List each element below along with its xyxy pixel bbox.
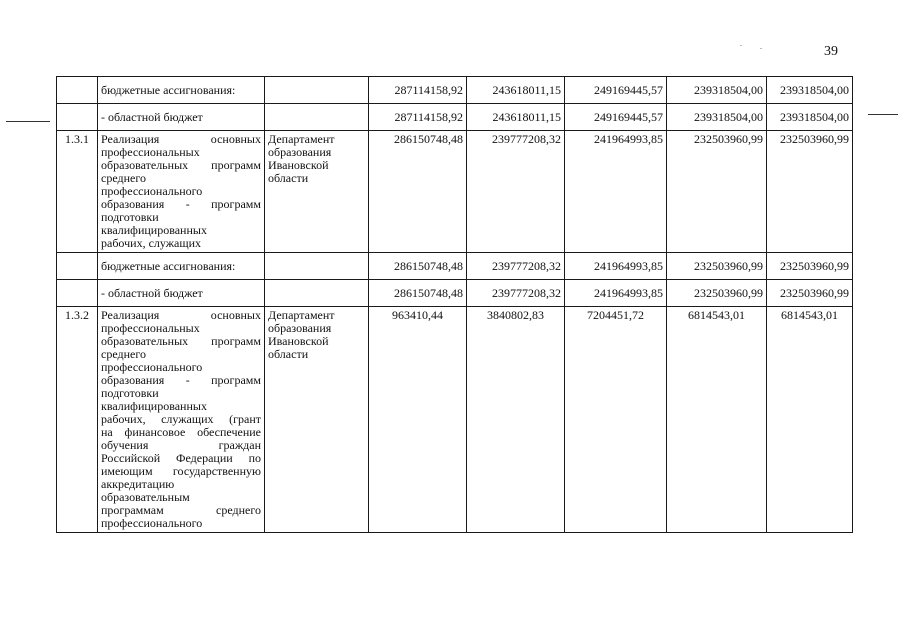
department-cell (265, 307, 369, 533)
description-line: на финансовое обеспечение (101, 425, 261, 439)
amount-cell-year-5: 232503960,99 (767, 253, 853, 280)
amount-cell-year-3: 241964993,85 (565, 131, 667, 253)
department-line: Ивановской (268, 158, 329, 172)
amount-cell-year-2: 239777208,32 (467, 280, 565, 307)
page-number: 39 (824, 44, 838, 59)
description-line: образовательных программ (101, 158, 261, 172)
department-line: образования (268, 321, 332, 335)
amount-cell-year-5: 239318504,00 (767, 104, 853, 131)
description-line: квалифицированных (101, 223, 207, 237)
description-line: образования - программ (101, 373, 261, 387)
amount-cell-year-3: 241964993,85 (565, 280, 667, 307)
amount-cell-year-4: 239318504,00 (667, 77, 767, 104)
left-margin-mark (6, 121, 50, 122)
description-line: подготовки (101, 386, 159, 400)
department-cell (265, 131, 369, 253)
row-code-cell (57, 104, 98, 131)
description-line: рабочих, служащих (грант (101, 412, 261, 426)
summary-label-cell: бюджетные ассигнования: (98, 77, 265, 104)
department-line: Департамент (268, 308, 335, 322)
amount-cell-year-4: 232503960,99 (667, 280, 767, 307)
description-line: Российской Федерации по (101, 451, 261, 465)
department-line: Ивановской (268, 334, 329, 348)
summary-row (57, 104, 853, 131)
description-line: подготовки (101, 210, 159, 224)
row-code-cell (57, 280, 98, 307)
program-row (57, 131, 853, 253)
amount-cell-year-4: 239318504,00 (667, 104, 767, 131)
amount-cell-year-4: 232503960,99 (667, 131, 767, 253)
amount-cell-year-2: 239777208,32 (467, 253, 565, 280)
right-margin-mark (868, 114, 898, 115)
amount-cell-year-3: 249169445,57 (565, 77, 667, 104)
description-line: образовательным (101, 490, 190, 504)
description-line: обучения граждан (101, 438, 261, 452)
amount-cell-year-2: 243618011,15 (467, 104, 565, 131)
department-line: области (268, 171, 309, 185)
amount-cell-year-1: 963410,44 (369, 307, 467, 533)
description-line: профессионального (101, 184, 203, 198)
row-code-cell: 1.3.2 (57, 307, 98, 533)
amount-cell-year-3: 241964993,85 (565, 253, 667, 280)
amount-cell-year-5: 239318504,00 (767, 77, 853, 104)
amount-cell-year-2: 243618011,15 (467, 77, 565, 104)
department-line: образования (268, 145, 332, 159)
department-line: Департамент (268, 132, 335, 146)
program-description-cell (98, 131, 265, 253)
amount-cell-year-1: 287114158,92 (369, 104, 467, 131)
description-line: программам среднего (101, 503, 261, 517)
department-cell (265, 253, 369, 280)
description-line: профессионального (101, 516, 203, 530)
description-line: рабочих, служащих (101, 236, 202, 250)
summary-row (57, 280, 853, 307)
amount-cell-year-2: 3840802,83 (467, 307, 565, 533)
description-line: профессиональных (101, 321, 200, 335)
summary-label-cell: бюджетные ассигнования: (98, 253, 265, 280)
program-description-cell (98, 307, 265, 533)
description-line: имеющим государственную (101, 464, 261, 478)
amount-cell-year-4: 6814543,01 (667, 307, 767, 533)
amount-cell-year-5: 232503960,99 (767, 280, 853, 307)
amount-cell-year-4: 232503960,99 (667, 253, 767, 280)
row-code-cell: 1.3.1 (57, 131, 98, 253)
amount-cell-year-3: 7204451,72 (565, 307, 667, 533)
amount-cell-year-1: 286150748,48 (369, 253, 467, 280)
description-line: Реализация основных (101, 308, 261, 322)
scan-speck (740, 45, 742, 46)
amount-cell-year-1: 286150748,48 (369, 131, 467, 253)
summary-label-cell: - областной бюджет (98, 280, 265, 307)
amount-cell-year-2: 239777208,32 (467, 131, 565, 253)
summary-label-cell: - областной бюджет (98, 104, 265, 131)
row-code-cell (57, 77, 98, 104)
description-line: профессионального (101, 360, 203, 374)
program-row (57, 307, 853, 533)
amount-cell-year-5: 6814543,01 (767, 307, 853, 533)
description-line: квалифицированных (101, 399, 207, 413)
description-line: образовательных программ (101, 334, 261, 348)
description-line: образования - программ (101, 197, 261, 211)
department-cell (265, 77, 369, 104)
amount-cell-year-3: 249169445,57 (565, 104, 667, 131)
description-line: Реализация основных (101, 132, 261, 146)
department-line: области (268, 347, 309, 361)
description-line: среднего (101, 347, 146, 361)
scan-speck (760, 48, 762, 49)
description-line: среднего (101, 171, 146, 185)
amount-cell-year-5: 232503960,99 (767, 131, 853, 253)
department-cell (265, 104, 369, 131)
description-line: аккредитацию (101, 477, 175, 491)
department-cell (265, 280, 369, 307)
summary-row (57, 253, 853, 280)
budget-table (56, 76, 853, 533)
row-code-cell (57, 253, 98, 280)
description-line: профессиональных (101, 145, 200, 159)
amount-cell-year-1: 286150748,48 (369, 280, 467, 307)
amount-cell-year-1: 287114158,92 (369, 77, 467, 104)
summary-row (57, 77, 853, 104)
